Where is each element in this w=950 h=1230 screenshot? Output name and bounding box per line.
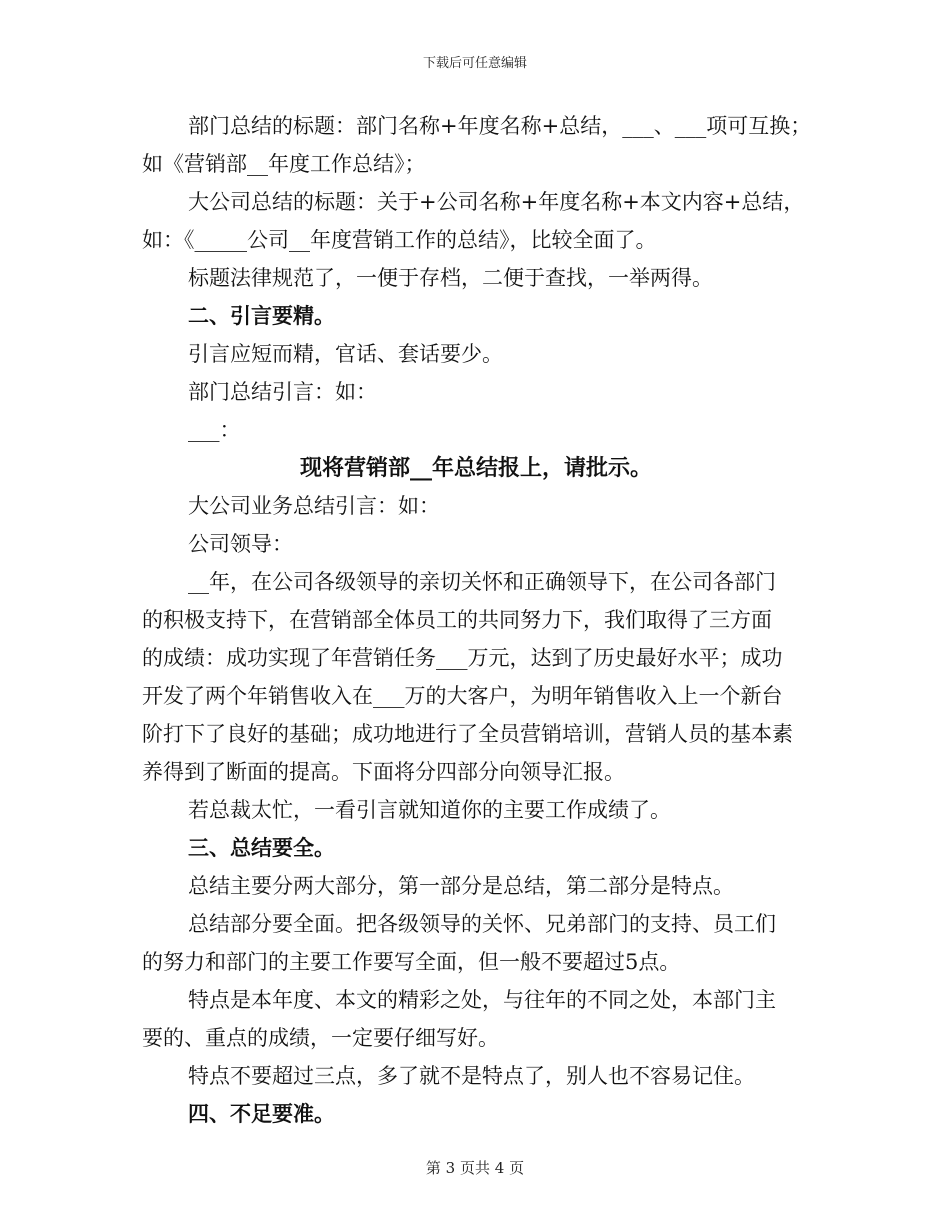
paragraph-achievements [142,563,810,791]
text-line: 大公司总结的标题：关于+公司名称+年度名称+本文内容+总结， [188,190,805,214]
centered-statement: 现将营销部__年总结报上，请批示。 [299,455,652,481]
paragraph-ceo-busy: 若总裁太忙，一看引言就知道你的主要工作成绩了。 [188,798,671,822]
paragraph-company-intro: 大公司业务总结引言：如： [188,494,440,518]
text-line: 要的、重点的成绩，一定要仔细写好。 [142,1026,499,1050]
text-line: 开发了两个年销售收入在___万的大客户，为明年销售收入上一个新台 [142,684,783,708]
paragraph-dept-title [142,107,810,183]
paragraph-dept-intro: 部门总结引言：如： [188,380,377,404]
section-heading-2: 二、引言要精。 [188,303,335,328]
text-line: 总结部分要全面。把各级领导的关怀、兄弟部门的支持、员工们 [188,912,776,936]
text-line: 部门总结的标题：部门名称+年度名称+总结，___、___项可互换； [188,114,812,138]
section-heading-4: 四、不足要准。 [188,1101,335,1126]
page-footer: 第 3 页共 4 页 [425,1159,525,1177]
document-body [142,107,810,1133]
paragraph-features-limit: 特点不要超过三点，多了就不是特点了，别人也不容易记住。 [188,1064,755,1088]
paragraph-company-title [142,183,810,259]
text-line: 阶打下了良好的基础；成功地进行了全员营销培训，营销人员的基本素 [142,722,793,746]
text-line: 的成绩：成功实现了年营销任务___万元，达到了历史最好水平；成功 [142,646,783,670]
text-line: __年，在公司各级领导的亲切关怀和正确领导下，在公司各部门 [188,570,776,594]
paragraph-intro-rule: 引言应短而精，官话、套话要少。 [188,342,503,366]
paragraph-comprehensive [142,905,810,981]
paragraph-features [142,981,810,1057]
text-line: 如：《_____公司__年度营销工作的总结》，比较全面了。 [142,228,657,252]
text-line: 的积极支持下，在营销部全体员工的共同努力下，我们取得了三方面 [142,608,772,632]
paragraph-salutation: ___： [188,418,241,442]
text-line: 特点是本年度、本文的精彩之处，与往年的不同之处，本部门主 [188,988,776,1012]
page-header: 下载后可任意编辑 [422,56,527,71]
text-line: 的努力和部门的主要工作要写全面，但一般不要超过5点。 [142,950,681,974]
text-line: 养得到了断面的提高。下面将分四部分向领导汇报。 [142,760,625,784]
paragraph-title-benefit: 标题法律规范了，一便于存档，二便于查找，一举两得。 [188,266,713,290]
section-heading-3: 三、总结要全。 [188,835,335,860]
paragraph-leaders: 公司领导： [188,532,293,556]
text-line: 如《营销部__年度工作总结》； [142,152,426,176]
paragraph-two-parts: 总结主要分两大部分，第一部分是总结，第二部分是特点。 [188,874,734,898]
